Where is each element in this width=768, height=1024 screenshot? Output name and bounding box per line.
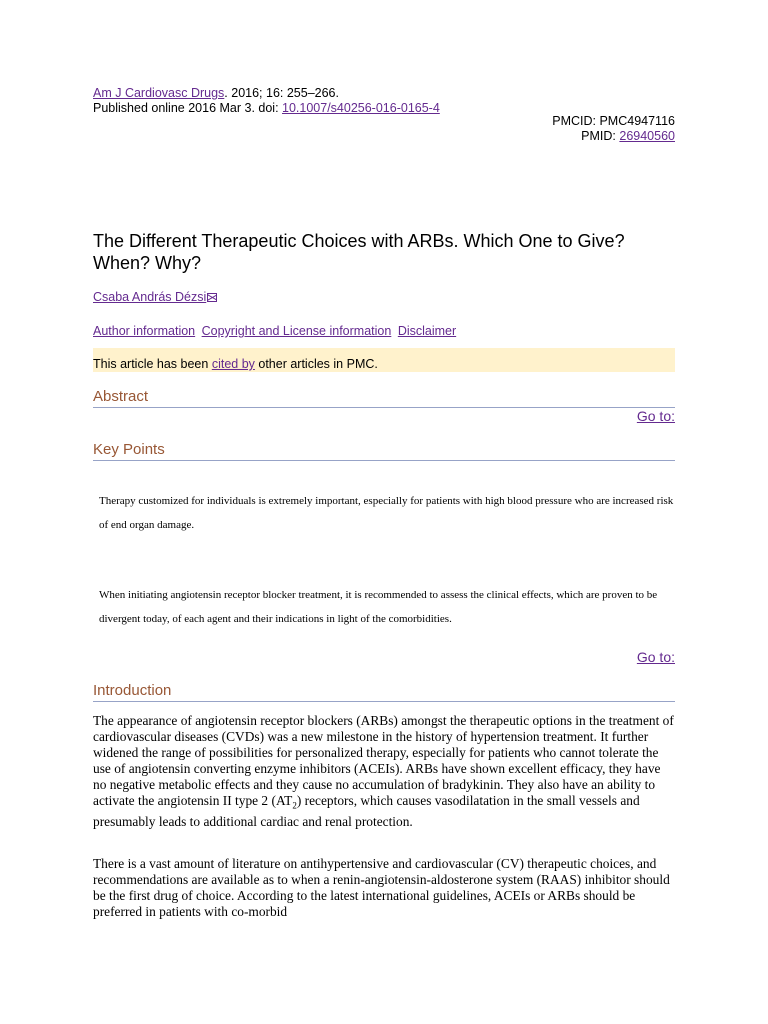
article-ids (552, 114, 675, 144)
cited-by-link[interactable]: cited by (211, 357, 255, 371)
citation-line (93, 86, 440, 101)
cited-text-before: This article has been (93, 357, 212, 371)
goto-link[interactable]: Go to: (636, 649, 675, 665)
introduction-heading: Introduction (93, 682, 675, 702)
author-link[interactable]: Csaba András Dézsi (93, 290, 207, 304)
journal-link[interactable]: Am J Cardiovasc Drugs (93, 86, 225, 100)
published-text: Published online 2016 Mar 3. doi: (93, 101, 283, 115)
pmid-link[interactable]: 26940560 (619, 129, 675, 143)
cited-text-after: other articles in PMC. (254, 357, 378, 371)
intro-p1-text-end: ) receptors, which causes vasodilatation in the small vessels and presumably leads to additional cardiac and renal protection. (93, 792, 640, 830)
doi-link[interactable]: 10.1007/s40256-016-0165-4 (282, 101, 440, 115)
article-title: The Different Therapeutic Choices with ARBs. Which One to Give? When? Why? (93, 231, 625, 273)
author-information-link[interactable]: Author information (93, 324, 196, 338)
citation-block (93, 86, 440, 116)
pmid-label: PMID: (581, 129, 620, 143)
key-point-2: When initiating angiotensin receptor blocker treatment, it is recommended to assess the clinical effects, which are proven to be divergent today, of each agent and their indications in light of the comorbidities. (99, 589, 658, 625)
intro-paragraph-1 (93, 713, 675, 830)
info-links (93, 324, 456, 338)
intro-p1-text: The appearance of angiotensin receptor blockers (ARBs) amongst the therapeutic options in the treatment of cardiovascular diseases (CVDs) was a new milestone in the history of hypertension treatment. It further widened the range of possibilities for personalized therapy, especially for patients who cannot tolerate the use of angiotensin converting enzyme inhibitors (ACEIs). ARBs have shown excellent efficacy, they have no negative metabolic effects and they cause no accumulation of bradykinin. They also have an ability to activate the angiotensin II type 2 (AT (93, 713, 674, 808)
key-point-1: Therapy customized for individuals is extremely important, especially for patients with high blood pressure who are increased risk of end organ damage. (99, 495, 674, 531)
intro-paragraph-2: There is a vast amount of literature on antihypertensive and cardiovascular (CV) therapeutic choices, and recommendations are available as to when a renin-angiotensin-aldosterone system (RAAS) inhibitor should be the first drug of choice. According to the latest international guidelines, ACEIs or ARBs should be preferred in patients with co-morbid (93, 856, 670, 919)
pmid-line (552, 129, 675, 144)
disclaimer-link[interactable]: Disclaimer (397, 324, 457, 338)
mail-icon[interactable] (207, 293, 217, 302)
pmcid: PMCID: PMC4947116 (552, 114, 675, 128)
published-line (93, 101, 440, 116)
cited-by-notice (93, 348, 675, 372)
abstract-heading: Abstract (93, 388, 675, 408)
copyright-link[interactable]: Copyright and License information (201, 324, 392, 338)
key-points-heading: Key Points (93, 441, 675, 461)
goto-link[interactable]: Go to: (636, 408, 675, 424)
citation-details: . 2016; 16: 255–266. (224, 86, 339, 100)
author-line (93, 290, 217, 304)
subscript: 2 (292, 800, 297, 811)
